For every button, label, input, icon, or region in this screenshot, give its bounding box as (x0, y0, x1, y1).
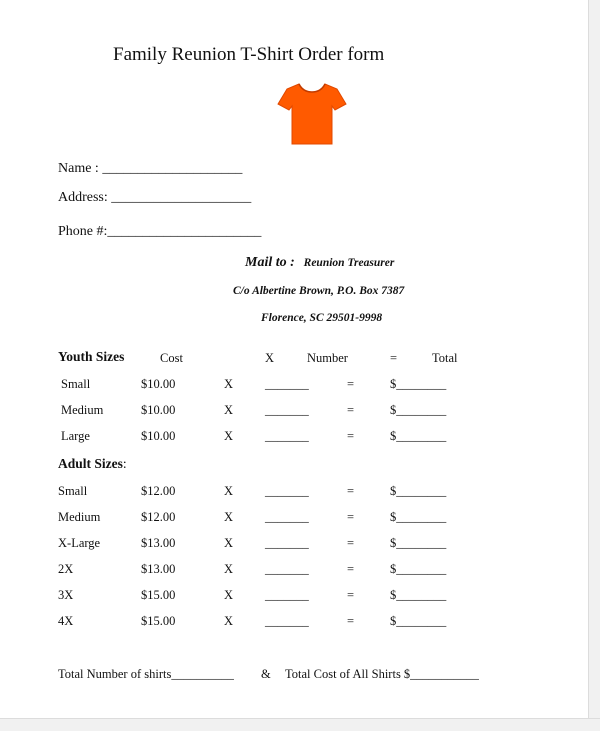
row-cost: $13.00 (141, 562, 176, 576)
row-cost: $10.00 (141, 429, 176, 443)
header-equals: = (390, 351, 398, 365)
mail-to-line (245, 255, 394, 271)
row-equals: = (347, 536, 355, 550)
adult-sizes-heading (58, 456, 127, 472)
mail-to-label: Mail to : (245, 255, 295, 270)
row-cost: $10.00 (141, 377, 176, 391)
row-times: X (224, 429, 234, 443)
adult-sizes-colon: : (122, 456, 127, 471)
row-total-blank[interactable]: $________ (390, 403, 447, 417)
row-number-blank[interactable]: _______ (265, 536, 309, 550)
row-equals: = (347, 562, 355, 576)
row-times: X (224, 377, 234, 391)
page-right-edge (588, 0, 600, 730)
row-size: X-Large (58, 536, 101, 550)
row-times: X (224, 536, 234, 550)
name-field[interactable]: Name : ____________________ (58, 161, 243, 176)
row-times: X (224, 484, 234, 498)
row-cost: $10.00 (141, 403, 176, 417)
row-times: X (224, 614, 234, 628)
row-total-blank[interactable]: $________ (390, 562, 447, 576)
row-number-blank[interactable]: _______ (265, 377, 309, 391)
tshirt-shape (278, 84, 346, 144)
row-total-blank[interactable]: $________ (390, 510, 447, 524)
header-cost: Cost (160, 351, 183, 365)
row-equals: = (347, 588, 355, 602)
row-equals: = (347, 614, 355, 628)
row-size: Small (61, 377, 91, 391)
row-total-blank[interactable]: $________ (390, 484, 447, 498)
mail-address-line: C/o Albertine Brown, P.O. Box 7387 (233, 285, 405, 297)
row-number-blank[interactable]: _______ (265, 484, 309, 498)
youth-sizes-heading: Youth Sizes (58, 349, 125, 364)
total-cost-field[interactable]: Total Cost of All Shirts $___________ (285, 667, 479, 681)
row-number-blank[interactable]: _______ (265, 510, 309, 524)
row-size: Large (61, 429, 90, 443)
row-equals: = (347, 510, 355, 524)
row-equals: = (347, 429, 355, 443)
row-cost: $15.00 (141, 588, 176, 602)
address-field[interactable]: Address: ____________________ (58, 190, 252, 205)
row-size: Medium (61, 403, 104, 417)
mail-city-line: Florence, SC 29501-9998 (261, 312, 383, 324)
row-number-blank[interactable]: _______ (265, 614, 309, 628)
footer-ampersand: & (261, 667, 271, 681)
row-size: Medium (58, 510, 101, 524)
row-times: X (224, 403, 234, 417)
row-cost: $13.00 (141, 536, 176, 550)
row-total-blank[interactable]: $________ (390, 614, 447, 628)
row-size: 2X (58, 562, 74, 576)
mail-recipient: Reunion Treasurer (303, 257, 395, 269)
row-number-blank[interactable]: _______ (265, 403, 309, 417)
row-number-blank[interactable]: _______ (265, 562, 309, 576)
row-times: X (224, 588, 234, 602)
form-title: Family Reunion T-Shirt Order form (113, 44, 385, 65)
row-number-blank[interactable]: _______ (265, 429, 309, 443)
row-size: 3X (58, 588, 74, 602)
row-size: 4X (58, 614, 74, 628)
row-total-blank[interactable]: $________ (390, 588, 447, 602)
header-x: X (265, 351, 275, 365)
page-bottom-edge (0, 718, 600, 731)
row-total-blank[interactable]: $________ (390, 429, 447, 443)
header-number: Number (307, 351, 348, 365)
row-total-blank[interactable]: $________ (390, 536, 447, 550)
row-times: X (224, 562, 234, 576)
row-cost: $12.00 (141, 510, 176, 524)
row-total-blank[interactable]: $________ (390, 377, 447, 391)
header-total: Total (432, 351, 458, 365)
total-shirts-field[interactable]: Total Number of shirts__________ (58, 667, 234, 681)
row-times: X (224, 510, 234, 524)
row-equals: = (347, 377, 355, 391)
row-cost: $12.00 (141, 484, 176, 498)
adult-sizes-label: Adult Sizes (58, 456, 123, 471)
row-number-blank[interactable]: _______ (265, 588, 309, 602)
row-cost: $15.00 (141, 614, 176, 628)
orange-tshirt-icon (277, 80, 347, 146)
row-equals: = (347, 484, 355, 498)
row-equals: = (347, 403, 355, 417)
phone-field[interactable]: Phone #:______________________ (58, 224, 262, 239)
row-size: Small (58, 484, 88, 498)
